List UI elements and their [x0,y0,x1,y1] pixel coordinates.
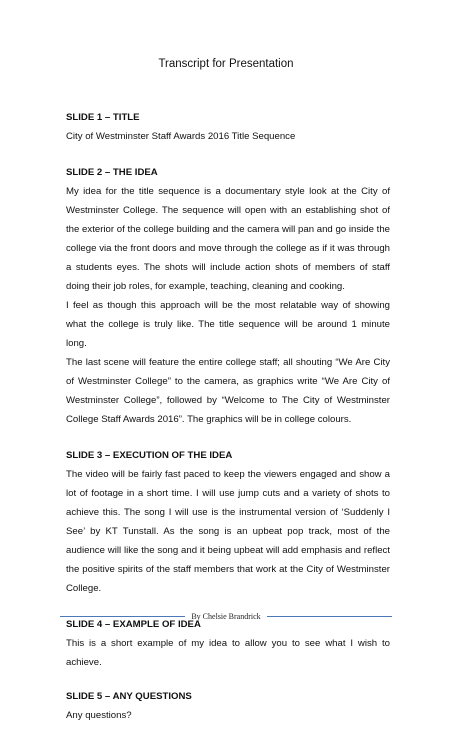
footer-rule-left [60,616,185,617]
slide-2-paragraph-1: My idea for the title sequence is a documentary style look at the City of Westminster College. The sequence will open with an establishing shot of the exterior of the college building and the camera will pan and go inside the college via the front doors and move through the college as if it was through a students eyes. The shots will include action shots of members of staff doing their job roles, for example, teaching, cleaning and cooking. [66,186,390,292]
slide-2-paragraph-2: I feel as though this approach will be the most relatable way of showing what the college is truly like. The title sequence will be around 1 minute long. [66,300,390,349]
slide-1-text: City of Westminster Staff Awards 2016 Title Sequence [66,131,296,142]
slide-3-section [66,446,390,598]
slide-5-text: Any questions? [66,710,132,721]
slide-1-heading: SLIDE 1 – TITLE [66,112,140,123]
slide-5-section [66,687,390,725]
document-body [66,108,390,742]
footer-rule-right [267,616,392,617]
slide-3-paragraph: The video will be fairly fast paced to keep the viewers engaged and show a lot of footage in a short time. I will use jump cuts and a variety of shots to achieve this. The song I will use is the instrumental version of ‘Suddenly I See’ by KT Tunstall. As the song is an upbeat pop track, most of the audience will like the song and it being upbeat will add emphasis and reflect the positive spirits of the staff members that work at the City of Westminster College. [66,469,390,594]
document-title: Transcript for Presentation [158,58,294,70]
slide-5-heading: SLIDE 5 – ANY QUESTIONS [66,691,192,702]
slide-4-heading: SLIDE 4 – EXAMPLE OF IDEA [66,619,201,630]
footer-author: By Chelsie Brandrick [191,611,261,621]
slide-4-text: This is a short example of my idea to allow you to see what I wish to achieve. [66,638,390,668]
slide-1-section [66,108,390,146]
slide-3-heading: SLIDE 3 – EXECUTION OF THE IDEA [66,450,233,461]
slide-2-section [66,163,390,429]
slide-2-paragraph-3: The last scene will feature the entire college staff; all shouting “We Are City of Westminster College” to the camera, as graphics write “We Are City of Westminster College”, followed by “Welcome to The City of Westminster College Staff Awards 2016”. The graphics will be in college colours. [66,357,390,425]
slide-2-heading: SLIDE 2 – THE IDEA [66,167,158,178]
page-footer [60,608,392,624]
